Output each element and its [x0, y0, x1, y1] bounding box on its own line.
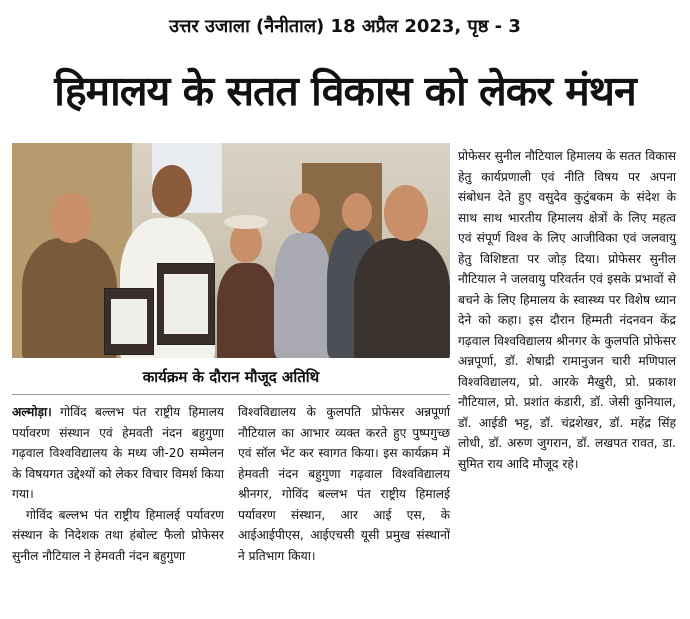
event-photo — [12, 143, 450, 358]
photo-hat — [224, 215, 268, 229]
photo-head — [290, 193, 320, 233]
photo-head — [230, 223, 262, 263]
article-column-2 — [238, 402, 450, 566]
article-column-1 — [12, 402, 224, 566]
article-paragraph-3: विश्वविद्यालय के कुलपति प्रोफेसर अन्नपूर्णा नौटियाल का आभार व्यक्त करते हुए पुष्पगुच्छ एवं सॉल भेंट कर स्वागत किया। इस कार्यक्रम में हेमवती नंदन बहुगुणा गढ़वाल विश्वविद्यालय श्रीनगर, गोविंद बल्लभ पंत राष्ट्रीय हिमालई पर्यावरण संस्थान, आर आई एस, के आईआईपीएस, आईएचसी यूसी प्रमुख संस्थानों ने प्रतिभाग किया। — [238, 405, 450, 563]
photo-person-man-plaid — [274, 233, 332, 358]
photo-head — [384, 185, 428, 241]
headline: हिमालय के सतत विकास को लेकर मंथन — [54, 67, 636, 115]
photo-person-man-vest — [354, 238, 450, 358]
photo-folder-doc — [111, 299, 147, 344]
photo-head — [342, 193, 372, 231]
article-paragraph-2: गोविंद बल्लभ पंत राष्ट्रीय हिमालई पर्यावरण संस्थान के निदेशक तथा हंबोल्ट फैलो प्रोफेसर सुनील नौटियाल ने हेमवती नंदन बहुगुणा — [12, 507, 224, 563]
photo-person-woman — [22, 238, 117, 358]
article-place: अल्मोड़ा। — [12, 405, 52, 419]
article-column-right — [458, 146, 676, 474]
photo-head — [50, 193, 92, 243]
photo-folder — [157, 263, 215, 345]
dateline: उत्तर उजाला (नैनीताल) 18 अप्रैल 2023, पृष्ठ - 3 — [169, 16, 521, 37]
article-paragraph-1: गोविंद बल्लभ पंत राष्ट्रीय हिमालय पर्यावरण संस्थान एवं हेमवती नंदन बहुगुणा गढ़वाल विश्वविद्यालय के मध्य जी-20 सम्मेलन के विषयगत उद्देश्यों को लेकर विचार विमर्श किया गया। — [12, 405, 225, 501]
photo-folder-doc — [164, 274, 208, 334]
article-paragraph-4: प्रोफेसर सुनील नौटियाल हिमालय के सतत विकास हेतु कार्यप्रणाली एवं नीति विषय पर अपना संबोधन देते हुए वसुदेव कुटुंबकम के संदेश के साथ साथ भारतीय हिमालय क्षेत्रों के लिए महत्व एवं संपूर्ण विश्व के लिए आजीविका एवं जलवायु हेतु विशिष्टता पर जोड़ दिया। प्रोफेसर सुनील नौटियाल ने जलवायु परिवर्तन एवं इसके प्रभावों से बचने के लिए हिमालय के स्वास्थ्य पर विशेष ध्यान देने को कहा। इस दौरान हिम्मती नंदनवन केंद्र गढ़वाल विश्वविद्यालय श्रीनगर के कुलपति प्रोफेसर अन्नपूर्णा, डॉ. शेषाद्री रामानुजन चारी मणिपाल विश्वविद्यालय, प्रो. आरके मैखुरी, प्रो. प्रकाश नौटियाल, प्रो. प्रशांत कंडारी, डॉ. जेसी कुनियाल, डॉ. आईडी भट्ट, डॉ. चंद्रशेखर, डॉ. महेंद्र सिंह लोधी, डॉ. अरुण जुगरान, डॉ. लखपत रावत, डा. सुमित राय आदि मौजूद रहे। — [458, 149, 676, 471]
photo-head — [152, 165, 192, 217]
photo-caption: कार्यक्रम के दौरान मौजूद अतिथि — [12, 360, 450, 395]
photo-folder — [104, 288, 154, 355]
photo-person-man-hat — [217, 263, 277, 358]
